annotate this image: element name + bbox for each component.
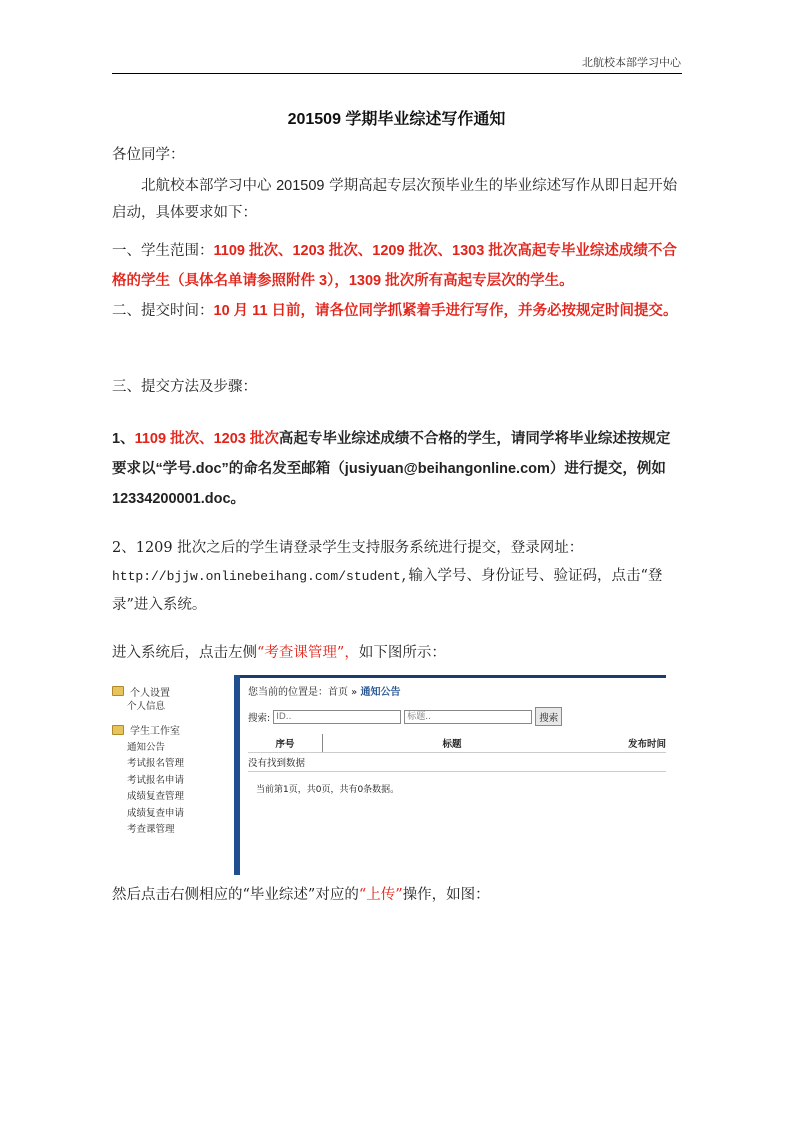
greeting: 各位同学： <box>112 147 185 163</box>
page-title: 201509 学期毕业综述写作通知 <box>287 111 506 128</box>
sidebar-group-personal[interactable]: 个人设置 <box>112 683 232 699</box>
sidebar-item[interactable]: 考试报名申请 <box>127 774 185 786</box>
screenshot-top-bar <box>234 675 666 678</box>
sidebar-item[interactable]: 成绩复查管理 <box>127 791 185 802</box>
search-label: 搜索: <box>248 712 271 724</box>
table-header <box>248 734 666 753</box>
folder-icon <box>112 686 124 696</box>
no-data-row: 没有找到数据 <box>248 755 666 772</box>
header-org: 北航校本部学习中心 <box>582 56 681 69</box>
sidebar-group-studio[interactable]: 学生工作室 <box>112 722 232 738</box>
sidebar-item[interactable]: 通知公告 <box>127 741 166 753</box>
search-button[interactable]: 搜索 <box>535 707 562 726</box>
screenshot-sidebar <box>112 683 232 839</box>
after-login-paragraph: 进入系统后，点击左侧“考查课管理”，如下图所示： <box>112 645 446 661</box>
sidebar-item-exam-course[interactable]: 考查课管理 <box>127 824 175 835</box>
breadcrumb: 您当前的位置是：首页 » 通知公告 <box>248 687 401 698</box>
col-title: 标题 <box>442 739 462 750</box>
breadcrumb-link[interactable]: 通知公告 <box>360 687 401 698</box>
col-time: 发布时间 <box>627 739 666 750</box>
title-search-input[interactable] <box>404 710 532 724</box>
col-no: 序号 <box>275 739 295 750</box>
folder-icon <box>112 725 124 735</box>
intro-paragraph: 北航校本部学习中心 201509 学期高起专层次预毕业生的毕业综述写作从即日起开始启动，具体要求如下： <box>112 178 678 221</box>
system-screenshot <box>112 675 666 875</box>
column-divider <box>322 734 323 752</box>
deadline-paragraph: 二、提交时间：10 月 11 日前，请各位同学抓紧着手进行写作，并务必按规定时间提交。 <box>112 303 678 319</box>
step1-paragraph: 1、1109 批次、1203 批次高起专毕业综述成绩不合格的学生，请同学将毕业综述按规定要求以“学号.doc”的命名发至邮箱（jusiyuan@beihangonline.com）进行提交，例如 12334200001.doc。 <box>112 431 671 507</box>
scope-paragraph: 一、学生范围：1109 批次、1203 批次、1209 批次、1303 批次高起专毕业综述成绩不合格的学生（具体名单请参照附件 3），1309 批次所有高起专层次的学生。 <box>112 243 677 289</box>
search-bar <box>248 707 666 726</box>
then-paragraph: 然后点击右侧相应的“毕业综述”对应的“上传”操作，如图： <box>112 887 490 903</box>
login-url[interactable]: http://bjjw.onlinebeihang.com/student, <box>112 569 409 584</box>
header-divider <box>112 73 682 74</box>
screenshot-main <box>248 683 666 795</box>
method-heading: 三、提交方法及步骤： <box>112 379 257 395</box>
sidebar-item[interactable]: 考试报名管理 <box>127 758 185 769</box>
screenshot-side-bar <box>234 675 240 875</box>
step2-paragraph: 2、1209 批次之后的学生请登录学生支持服务系统进行提交，登录网址：http://bjjw.onlinebeihang.com/student,输入学号、身份证号、验证码，点击“登录”进入系统。 <box>112 540 663 613</box>
pager: 当前第1页，共0页，共有0条数据。 <box>256 785 400 795</box>
id-search-input[interactable] <box>273 710 401 724</box>
sidebar-item[interactable]: 成绩复查申请 <box>127 807 185 819</box>
sidebar-item[interactable]: 个人信息 <box>127 701 166 712</box>
